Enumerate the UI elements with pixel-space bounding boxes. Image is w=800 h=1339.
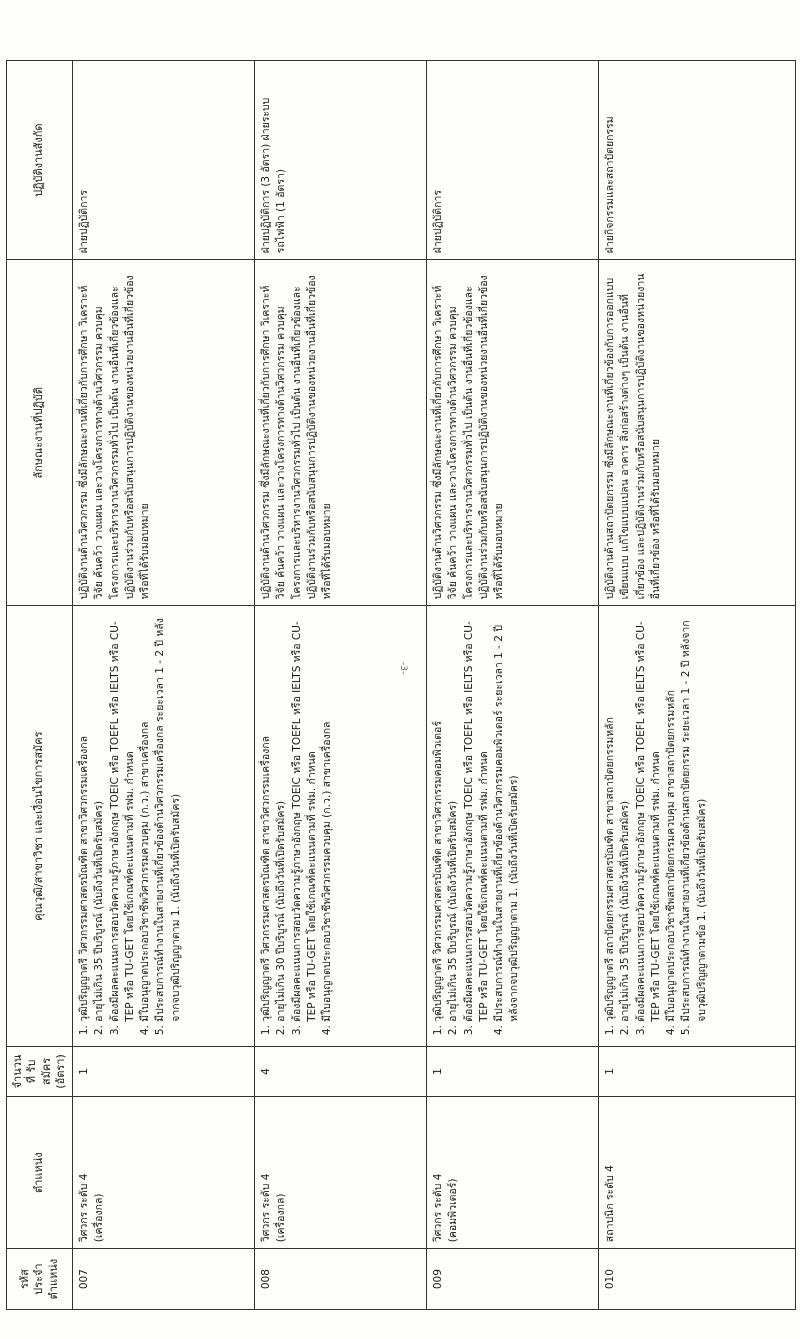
position-title-cell: [599, 1097, 796, 1249]
qualification-item: 1. วุฒิปริญญาตรี วิศวกรรมศาสตรบัณฑิต สาขาวิศวกรรมคอมพิวเตอร์: [431, 612, 446, 1021]
page-number: -3-: [398, 662, 408, 675]
duties-cell: ปฏิบัติงานด้านวิศวกรรม ซึ่งมีลักษณะงานที่เกี่ยวกับการศึกษา วิเคราะห์ วิจัย ค้นคว้า วางแผน และวางโครงการทางด้านวิศวกรรม ควบคุมโครงการและบริหารงานวิศวกรรมทั่วไป เป็นต้น งานอื่นที่เกี่ยวข้องและปฏิบัติงานร่วมกับหรือสนับสนุนการปฏิบัติงานของหน่วยงานอื่นที่เกี่ยวข้อง หรือที่ได้รับมอบหมาย: [255, 260, 427, 606]
opening-count-cell: 4: [255, 1046, 427, 1096]
qualification-item: 2. อายุไม่เกิน 35 ปีบริบูรณ์ (นับถึงวันที่เปิดรับสมัคร): [446, 612, 461, 1021]
duties-cell: ปฏิบัติงานด้านสถาปัตยกรรม ซึ่งมีลักษณะงานที่เกี่ยวข้องกับการออกแบบ เขียนแบบ แก้ไขแบบแปลน อาคาร สิ่งก่อสร้างต่างๆ เป็นต้น งานอื่นที่เกี่ยวข้อง และปฏิบัติงานร่วมกับหรือสนับสนุนการปฏิบัติงานของหน่วยงานอื่นที่เกี่ยวข้อง หรือที่ได้รับมอบหมาย: [599, 260, 796, 606]
opening-count-cell: 1: [599, 1046, 796, 1096]
position-code-cell: 010: [599, 1249, 796, 1310]
qualifications-list: [77, 612, 184, 1039]
position-title: วิศวกร ระดับ 4: [78, 1173, 91, 1243]
unit-cell: ฝ่ายปฏิบัติการ (3 อัตรา) ฝ่ายระบบรถไฟฟ้า (1 อัตรา): [255, 61, 427, 260]
qualifications-list: [259, 612, 335, 1039]
opening-count-cell: 1: [73, 1046, 255, 1096]
opening-count-cell: 1: [427, 1046, 599, 1096]
position-title-cell: [427, 1097, 599, 1249]
table-row: [599, 61, 796, 1310]
table-row: [73, 61, 255, 1310]
qualification-item: 2. อายุไม่เกิน 35 ปีบริบูรณ์ (นับถึงวันที่เปิดรับสมัคร): [92, 612, 107, 1021]
position-title: วิศวกร ระดับ 4: [432, 1173, 445, 1243]
qualification-item: 3. ต้องมีผลคะแนนการสอบวัดความรู้ภาษาอังกฤษ TOEIC หรือ TOEFL หรือ IELTS หรือ CU-TEP หรือ TU-GET โดยใช้เกณฑ์คะแนนตามที่ รฟม. กำหนด: [290, 612, 320, 1021]
rotated-table-container: [6, 60, 791, 1310]
qualification-item: 3. ต้องมีผลคะแนนการสอบวัดความรู้ภาษาอังกฤษ TOEIC หรือ TOEFL หรือ IELTS หรือ CU-TEP หรือ TU-GET โดยใช้เกณฑ์คะแนนตามที่ รฟม. กำหนด: [634, 612, 664, 1021]
position-field: (เครื่องกล): [275, 1193, 288, 1243]
unit-cell: ฝ่ายปฏิบัติการ: [73, 61, 255, 260]
qualifications-cell: [255, 606, 427, 1046]
header-position: ตำแหน่ง: [7, 1097, 73, 1249]
unit-cell: ฝ่ายกิจกรรมและสถาปัตยกรรม: [599, 61, 796, 260]
table-header-row: [7, 61, 73, 1310]
qualification-item: 3. ต้องมีผลคะแนนการสอบวัดความรู้ภาษาอังกฤษ TOEIC หรือ TOEFL หรือ IELTS หรือ CU-TEP หรือ TU-GET โดยใช้เกณฑ์คะแนนตามที่ รฟม. กำหนด: [462, 612, 492, 1021]
header-count: จำนวนที่ รับสมัคร (อัตรา): [7, 1046, 73, 1096]
position-title: วิศวกร ระดับ 4: [260, 1173, 273, 1243]
position-code-cell: 007: [73, 1249, 255, 1310]
qualifications-list: [431, 612, 522, 1039]
qualification-item: 1. วุฒิปริญญาตรี วิศวกรรมศาสตรบัณฑิต สาขาวิศวกรรมเครื่องกล: [259, 612, 274, 1021]
header-duties: ลักษณะงานที่ปฏิบัติ: [7, 260, 73, 606]
position-title-cell: [73, 1097, 255, 1249]
qualification-item: 3. ต้องมีผลคะแนนการสอบวัดความรู้ภาษาอังกฤษ TOEIC หรือ TOEFL หรือ IELTS หรือ CU-TEP หรือ TU-GET โดยใช้เกณฑ์คะแนนตามที่ รฟม. กำหนด: [108, 612, 138, 1021]
qualification-item: 1. วุฒิปริญญาตรี วิศวกรรมศาสตรบัณฑิต สาขาวิศวกรรมเครื่องกล: [77, 612, 92, 1021]
qualification-item: 4. มีประสบการณ์ทำงานในสายงานที่เกี่ยวข้องด้านวิศวกรรมคอมพิวเตอร์ ระยะเวลา 1 - 2 ปี หลังจากจบวุฒิปริญญาตาม 1. (นับถึงวันที่เปิดรับสมัคร): [492, 612, 522, 1021]
qualification-item: 2. อายุไม่เกิน 30 ปีบริบูรณ์ (นับถึงวันที่เปิดรับสมัคร): [274, 612, 289, 1021]
header-unit: ปฏิบัติงานสังกัด: [7, 61, 73, 260]
position-code-cell: 008: [255, 1249, 427, 1310]
unit-cell: ฝ่ายปฏิบัติการ: [427, 61, 599, 260]
qualification-item: 1. วุฒิปริญญาตรี สถาปัตยกรรมศาสตรบัณฑิต สาขาสถาปัตยกรรมหลัก: [603, 612, 618, 1021]
qualification-item: 4. มีใบอนุญาตประกอบวิชาชีพสถาปัตยกรรมควบคุม สาขาสถาปัตยกรรมหลัก: [664, 612, 679, 1021]
header-qualifications: คุณวุฒิ/สาขาวิชา และเงื่อนไขการสมัคร: [7, 606, 73, 1046]
qualification-item: 2. อายุไม่เกิน 35 ปีบริบูรณ์ (นับถึงวันที่เปิดรับสมัคร): [618, 612, 633, 1021]
qualifications-cell: [599, 606, 796, 1046]
table-row: [255, 61, 427, 1310]
table-row: [427, 61, 599, 1310]
rotated-table-frame: [6, 60, 791, 1310]
header-code: รหัส ประจำ ตำแหน่ง: [7, 1249, 73, 1310]
qualification-item: 4. มีใบอนุญาตประกอบวิชาชีพวิศวกรรมควบคุม (ก.ว.) สาขาเครื่องกล: [138, 612, 153, 1021]
position-field: (คอมพิวเตอร์): [447, 1178, 460, 1243]
qualifications-list: [603, 612, 710, 1039]
position-title-cell: [255, 1097, 427, 1249]
qualifications-cell: [427, 606, 599, 1046]
qualification-item: 5. มีประสบการณ์ทำงานในสายงานที่เกี่ยวข้องด้านสถาปัตยกรรม ระยะเวลา 1 - 2 ปี หลังจากจบวุฒิปริญญาตามข้อ 1. (นับถึงวันที่เปิดรับสมัคร): [679, 612, 709, 1021]
position-title: สถาปนิก ระดับ 4: [604, 1165, 617, 1243]
position-field: (เครื่องกล): [93, 1193, 106, 1243]
duties-cell: ปฏิบัติงานด้านวิศวกรรม ซึ่งมีลักษณะงานที่เกี่ยวกับการศึกษา วิเคราะห์ วิจัย ค้นคว้า วางแผน และวางโครงการทางด้านวิศวกรรม ควบคุมโครงการและบริหารงานวิศวกรรมทั่วไป เป็นต้น งานอื่นที่เกี่ยวข้องและปฏิบัติงานร่วมกับหรือสนับสนุนการปฏิบัติงานของหน่วยงานอื่นที่เกี่ยวข้อง หรือที่ได้รับมอบหมาย: [427, 260, 599, 606]
position-code-cell: 009: [427, 1249, 599, 1310]
qualification-item: 5. มีประสบการณ์ทำงานในสายงานที่เกี่ยวข้องด้านวิศวกรรมเครื่องกล ระยะเวลา 1 - 2 ปี หลังจากจบวุฒิปริญญาตาม 1. (นับถึงวันที่เปิดรับสมัคร): [153, 612, 183, 1021]
duties-cell: ปฏิบัติงานด้านวิศวกรรม ซึ่งมีลักษณะงานที่เกี่ยวกับการศึกษา วิเคราะห์ วิจัย ค้นคว้า วางแผน และวางโครงการทางด้านวิศวกรรม ควบคุมโครงการและบริหารงานวิศวกรรมทั่วไป เป็นต้น งานอื่นที่เกี่ยวข้องและปฏิบัติงานร่วมกับหรือสนับสนุนการปฏิบัติงานของหน่วยงานอื่นที่เกี่ยวข้อง หรือที่ได้รับมอบหมาย: [73, 260, 255, 606]
qualification-item: 4. มีใบอนุญาตประกอบวิชาชีพวิศวกรรมควบคุม (ก.ว.) สาขาเครื่องกล: [320, 612, 335, 1021]
recruitment-table: [6, 60, 796, 1310]
qualifications-cell: [73, 606, 255, 1046]
